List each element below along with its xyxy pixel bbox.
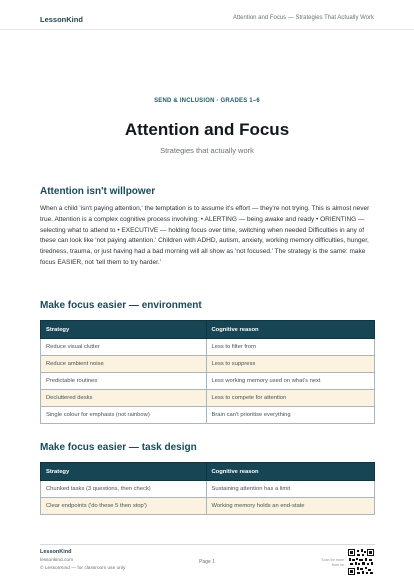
table-cell: Reduce ambient noise (41, 356, 207, 373)
table-row (41, 481, 375, 498)
table-cell: Brain can't prioritise everything (206, 407, 375, 424)
task-design-strategy-table (40, 462, 375, 515)
environment-strategy-table (40, 320, 375, 424)
table-row (41, 390, 375, 407)
section-task-design (40, 442, 375, 515)
section-environment (40, 300, 375, 424)
table-cell: Less to suppress (206, 356, 375, 373)
table-header-row (41, 463, 375, 481)
section-heading: Make focus easier — task design (40, 442, 197, 453)
page-title: Attention and Focus (124, 120, 290, 139)
category-kicker: SEND & INCLUSION · GRADES 1–6 (154, 98, 260, 104)
section-body: When a child 'isn't paying attention,' the temptation is to assume it's effort — they're not trying. This is almost never true. Attention is a complex cognitive process involving: • ALERTING — being awake and ready • ORIENTING — selecting what to attend to • EXECUTIVE — holding focus over time, switching when needed Difficulties in any of these can look like 'not paying attention.' Children with ADHD, autism, anxiety, working memory difficulties, hunger, tiredness, trauma, or just having had a bad morning will all show as 'not focused.' The strategy is the same: make focus EASIER, not 'tell them to try harder.' (40, 205, 370, 266)
header-document-title: Attention and Focus — Strategies That Actually Work (232, 15, 374, 21)
table-cell: Chunked tasks (3 questions, then check) (41, 481, 207, 498)
footer-divider (40, 544, 375, 545)
brand-logo-text: LessonKind (40, 15, 83, 24)
section-heading: Attention isn't willpower (40, 186, 156, 197)
table-cell: Less working memory used on what's next (206, 373, 375, 390)
table-row (41, 498, 375, 515)
section-heading: Make focus easier — environment (40, 300, 202, 311)
table-cell: Working memory holds an end-state (206, 498, 375, 515)
qr-scan-caption: Scan for more from us (321, 558, 344, 567)
table-cell: Sustaining attention has a limit (206, 481, 375, 498)
column-header-cognitive-reason: Cognitive reason (206, 463, 375, 481)
page-header (0, 0, 414, 30)
table-cell: Less to compete for attention (206, 390, 375, 407)
footer-copyright: © LessonKind — for classroom use only (40, 566, 126, 571)
table-cell: Reduce visual clutter (41, 339, 207, 356)
column-header-strategy: Strategy (41, 321, 207, 339)
table-cell: Clear endpoints ('do these 5 then stop') (41, 498, 207, 515)
page-subtitle: Strategies that actually work (160, 146, 254, 155)
table-cell: Less to filter from (206, 339, 375, 356)
footer-brand: LessonKind (40, 549, 72, 555)
table-row (41, 373, 375, 390)
column-header-cognitive-reason: Cognitive reason (206, 321, 375, 339)
column-header-strategy: Strategy (41, 463, 207, 481)
qr-code-icon[interactable] (348, 549, 374, 575)
table-cell: Single colour for emphasis (not rainbow) (41, 407, 207, 424)
table-row (41, 339, 375, 356)
page-number: Page 1 (199, 559, 215, 565)
table-cell: Predictable routines (41, 373, 207, 390)
section-attention-not-willpower (40, 186, 375, 269)
table-row (41, 356, 375, 373)
table-cell: Decluttered desks (41, 390, 207, 407)
table-row (41, 407, 375, 424)
table-header-row (41, 321, 375, 339)
footer-site-link[interactable]: lessonkind.com (40, 558, 74, 563)
